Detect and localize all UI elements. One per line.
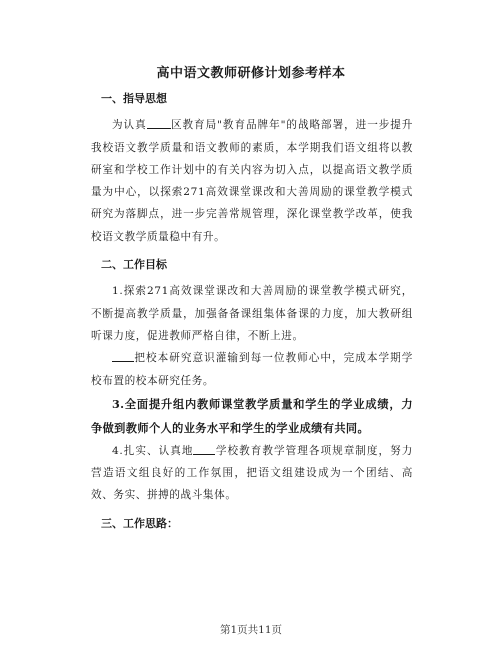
fill-in-blank xyxy=(193,444,215,455)
text-segment: 4.扎实、认真地 xyxy=(112,444,194,457)
text-segment: 学校教育教学管理各项规章制度，努力营造语文组良好的工作氛围，把语文组建设成为一个团结、高效、务实、拼搏的战斗集体。 xyxy=(91,444,413,502)
fill-in-blank xyxy=(147,118,171,129)
paragraph-goal-4 xyxy=(91,440,413,507)
text-segment: 为认真 xyxy=(112,119,147,132)
text-segment: 区教育局"教育品牌年"的战略部署，进一步提升我校语文教学质量和语文教师的素质，本学期我们语文组将以教研室和学校工作计划中的有关内容为切入点，以提高语文教学质量为中心，以探索271高效课堂课改和大善周励的课堂教学模式研究为落脚点，进一步完善常规管理，深化课堂教学改革，使我校语文教学质量稳中有升。 xyxy=(91,119,413,243)
section-heading-work-goals: 二、工作目标 xyxy=(101,258,167,272)
section-heading-guiding-ideology: 一、指导思想 xyxy=(101,92,167,105)
page-footer: 第1页共11页 xyxy=(219,624,283,636)
paragraph-goal-2 xyxy=(91,347,413,392)
paragraph-guiding-ideology xyxy=(91,114,413,248)
fill-in-blank xyxy=(112,351,134,362)
section-heading-work-ideas: 三、工作思路： xyxy=(101,516,178,530)
document-body xyxy=(91,88,413,539)
paragraph-goal-1: 1.探索271高效课堂课改和大善周励的课堂教学模式研究，不断提高教学质量，加强备备课组集体备课的力度，加大教研组听课力度，促进教师严格自律，不断上进。 xyxy=(91,285,413,342)
text-segment: 把校本研究意识灌输到每一位教师心中，完成本学期学校布置的校本研究任务。 xyxy=(91,352,413,387)
document-title: 高中语文教师研修计划参考样本 xyxy=(156,66,346,81)
paragraph-goal-3: 3.全面提升组内教师课堂教学质量和学生的学业成绩，力争做到教师个人的业务水平和学生的学业成绩有共同。 xyxy=(91,396,413,435)
